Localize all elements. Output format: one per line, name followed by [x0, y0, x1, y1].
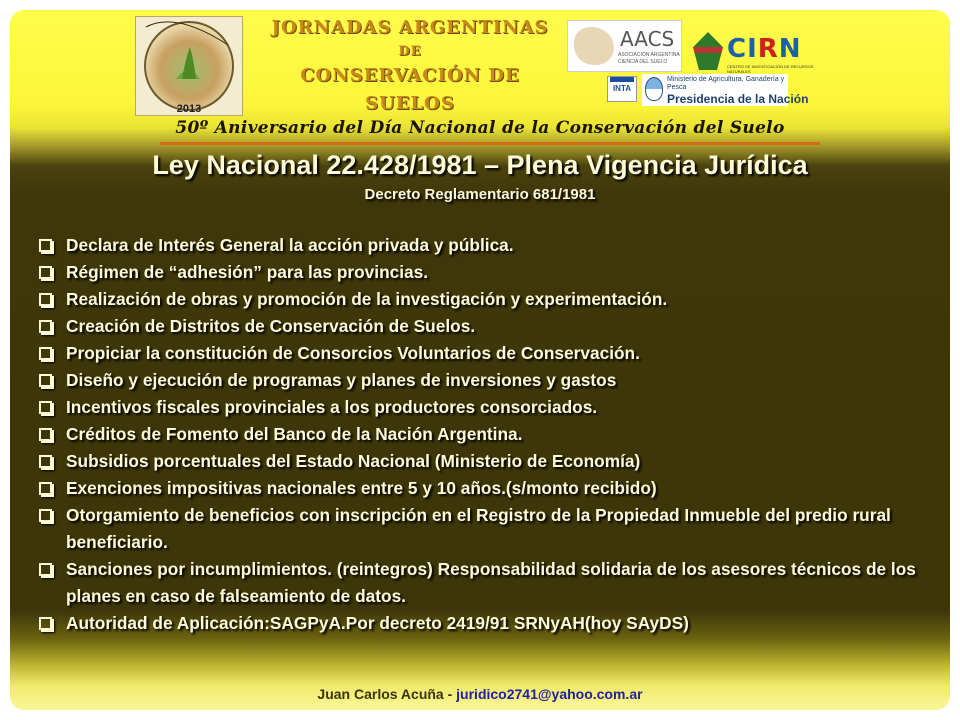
cirn-wordmark: CIRN — [727, 34, 802, 64]
page-title: Ley Nacional 22.428/1981 – Plena Vigencia Jurídica — [152, 150, 808, 180]
checkbox-bullet-icon — [39, 428, 52, 441]
list-item: Créditos de Fomento del Banco de la Nación Argentina. — [38, 421, 948, 448]
checkbox-bullet-icon — [39, 347, 52, 360]
list-item: Sanciones por incumplimientos. (reintegros) Responsabilidad solidaria de los asesores técnicos de los planes en caso de falseamiento de datos. — [38, 556, 948, 610]
list-item: Realización de obras y promoción de la investigación y experimentación. — [38, 286, 948, 313]
checkbox-bullet-icon — [39, 509, 52, 522]
list-item: Otorgamiento de beneficios con inscripción en el Registro de la Propiedad Inmueble del predio rural beneficiario. — [38, 502, 948, 556]
list-item: Exenciones impositivas nacionales entre 5 y 10 años.(s/monto recibido) — [38, 475, 948, 502]
inta-bar — [610, 77, 634, 82]
aacs-name: AACS — [620, 27, 675, 51]
aacs-subtitle: ASOCIACIÓN ARGENTINA CIENCIA DEL SUELO — [618, 52, 680, 65]
presidencia-label: Presidencia de la Nación — [667, 92, 809, 106]
footer-credit — [10, 686, 950, 702]
title-line-1: JORNADAS ARGENTINAS — [271, 17, 549, 38]
list-item: Subsidios porcentuales del Estado Nacional (Ministerio de Economía) — [38, 448, 948, 475]
list-item: Diseño y ejecución de programas y planes de inversiones y gastos — [38, 367, 948, 394]
jornadas-logo — [135, 16, 243, 116]
anniversary-banner: 50º Aniversario del Día Nacional de la Conservación del Suelo — [175, 118, 785, 138]
list-item: Creación de Distritos de Conservación de Suelos. — [38, 313, 948, 340]
list-item: Régimen de “adhesión” para las provincias. — [38, 259, 948, 286]
title-line-3: CONSERVACIÓN DE SUELOS — [300, 65, 520, 114]
argentina-map-icon — [574, 27, 614, 65]
page-subtitle: Decreto Reglamentario 681/1981 — [364, 186, 596, 203]
inta-logo: INTA — [607, 76, 637, 102]
logo-ring-text — [136, 17, 244, 117]
cirn-tagline: CENTRO DE INVESTIGACIÓN DE RECURSOS NATURALES — [727, 64, 814, 74]
checkbox-bullet-icon — [39, 374, 52, 387]
checkbox-bullet-icon — [39, 563, 52, 576]
list-item: Autoridad de Aplicación:SAGPyA.Por decreto 2419/91 SRNyAH(hoy SAyDS) — [38, 610, 948, 637]
cirn-logo — [693, 32, 821, 74]
checkbox-bullet-icon — [39, 482, 52, 495]
anniversary-divider — [160, 142, 820, 145]
logo-year: 2013 — [176, 103, 202, 115]
list-item: Incentivos fiscales provinciales a los productores consorciados. — [38, 394, 948, 421]
ministry-logo — [642, 74, 809, 106]
list-item: Declara de Interés General la acción privada y pública. — [38, 232, 948, 259]
cirn-emblem-icon — [693, 32, 723, 70]
checkbox-bullet-icon — [39, 401, 52, 414]
author-name: Juan Carlos Acuña - — [317, 686, 457, 702]
bullet-list — [38, 232, 948, 637]
checkbox-bullet-icon — [39, 266, 52, 279]
checkbox-bullet-icon — [39, 617, 52, 630]
checkbox-bullet-icon — [39, 293, 52, 306]
list-item: Propiciar la constitución de Consorcios Voluntarios de Conservación. — [38, 340, 948, 367]
checkbox-bullet-icon — [39, 239, 52, 252]
checkbox-bullet-icon — [39, 320, 52, 333]
author-email-link[interactable]: juridico2741@yahoo.com.ar — [456, 686, 643, 702]
aacs-logo — [567, 20, 682, 72]
ministry-name: Ministerio de Agricultura, Ganadería y Pesca — [667, 76, 785, 91]
national-shield-icon — [645, 77, 663, 101]
title-line-2: DE — [398, 44, 422, 59]
slide — [10, 10, 950, 710]
event-title — [260, 14, 560, 118]
checkbox-bullet-icon — [39, 455, 52, 468]
